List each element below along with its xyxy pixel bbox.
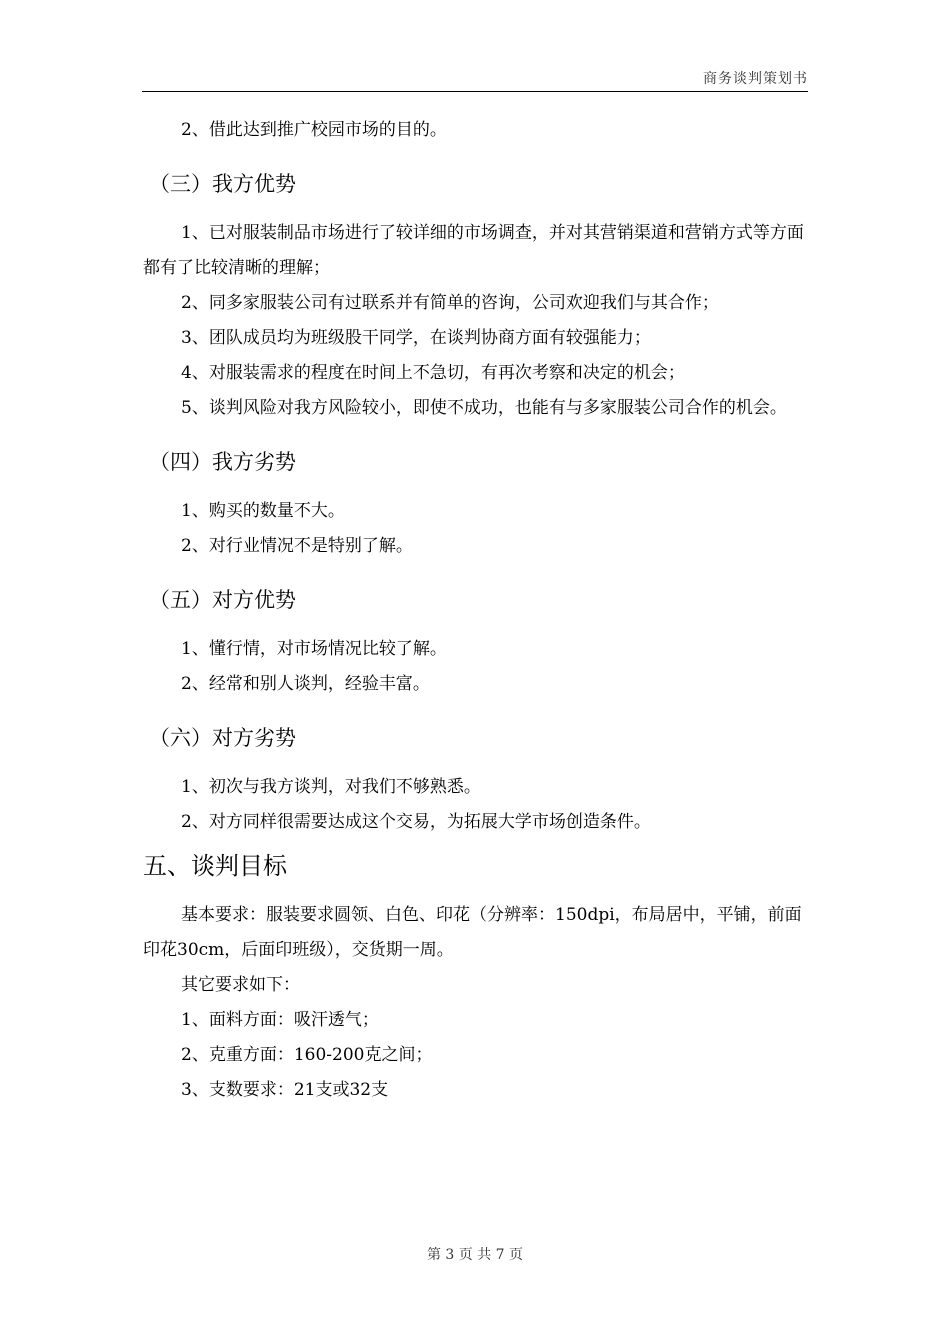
subsection-heading: （六）对方劣势 [149, 726, 296, 750]
subsection-heading: （四）我方劣势 [149, 450, 296, 474]
paragraph: 基本要求：服装要求圆领、白色、印花（分辨率：150dpi，布局居中，平铺，前面印花30cm，后面印班级），交货期一周。 [143, 905, 802, 960]
paragraph: 2、同多家服装公司有过联系并有简单的咨询，公司欢迎我们与其合作； [181, 293, 719, 313]
paragraph: 1、已对服装制品市场进行了较详细的市场调查，并对其营销渠道和营销方式等方面都有了比较清晰的理解； [143, 223, 804, 278]
paragraph: 2、对方同样很需要达成这个交易，为拓展大学市场创造条件。 [181, 812, 651, 832]
paragraph: 1、懂行情，对市场情况比较了解。 [181, 639, 447, 659]
header-divider [142, 91, 808, 92]
paragraph: 3、团队成员均为班级股干同学，在谈判协商方面有较强能力； [181, 328, 651, 348]
subsection-heading: （三）我方优势 [149, 172, 296, 196]
paragraph: 1、购买的数量不大。 [181, 501, 345, 521]
paragraph: 3、支数要求：21支或32支 [181, 1080, 389, 1100]
paragraph: 2、克重方面：160-200克之间； [181, 1045, 433, 1065]
paragraph: 其它要求如下： [181, 975, 300, 995]
header-title: 商务谈判策划书 [703, 71, 808, 87]
paragraph: 1、初次与我方谈判，对我们不够熟悉。 [181, 777, 481, 797]
page-number: 第 3 页 共 7 页 [426, 1247, 524, 1263]
paragraph: 1、面料方面：吸汗透气； [181, 1010, 379, 1030]
document-body [143, 113, 809, 1108]
subsection-heading: （五）对方优势 [149, 588, 296, 612]
paragraph: 4、对服装需求的程度在时间上不急切，有再次考察和决定的机会； [181, 363, 685, 383]
paragraph: 5、谈判风险对我方风险较小，即使不成功，也能有与多家服装公司合作的机会。 [181, 398, 787, 418]
section-heading: 五、谈判目标 [143, 852, 287, 880]
paragraph: 2、经常和别人谈判，经验丰富。 [181, 674, 430, 694]
paragraph: 2、借此达到推广校园市场的目的。 [181, 120, 447, 140]
paragraph: 2、对行业情况不是特别了解。 [181, 536, 413, 556]
